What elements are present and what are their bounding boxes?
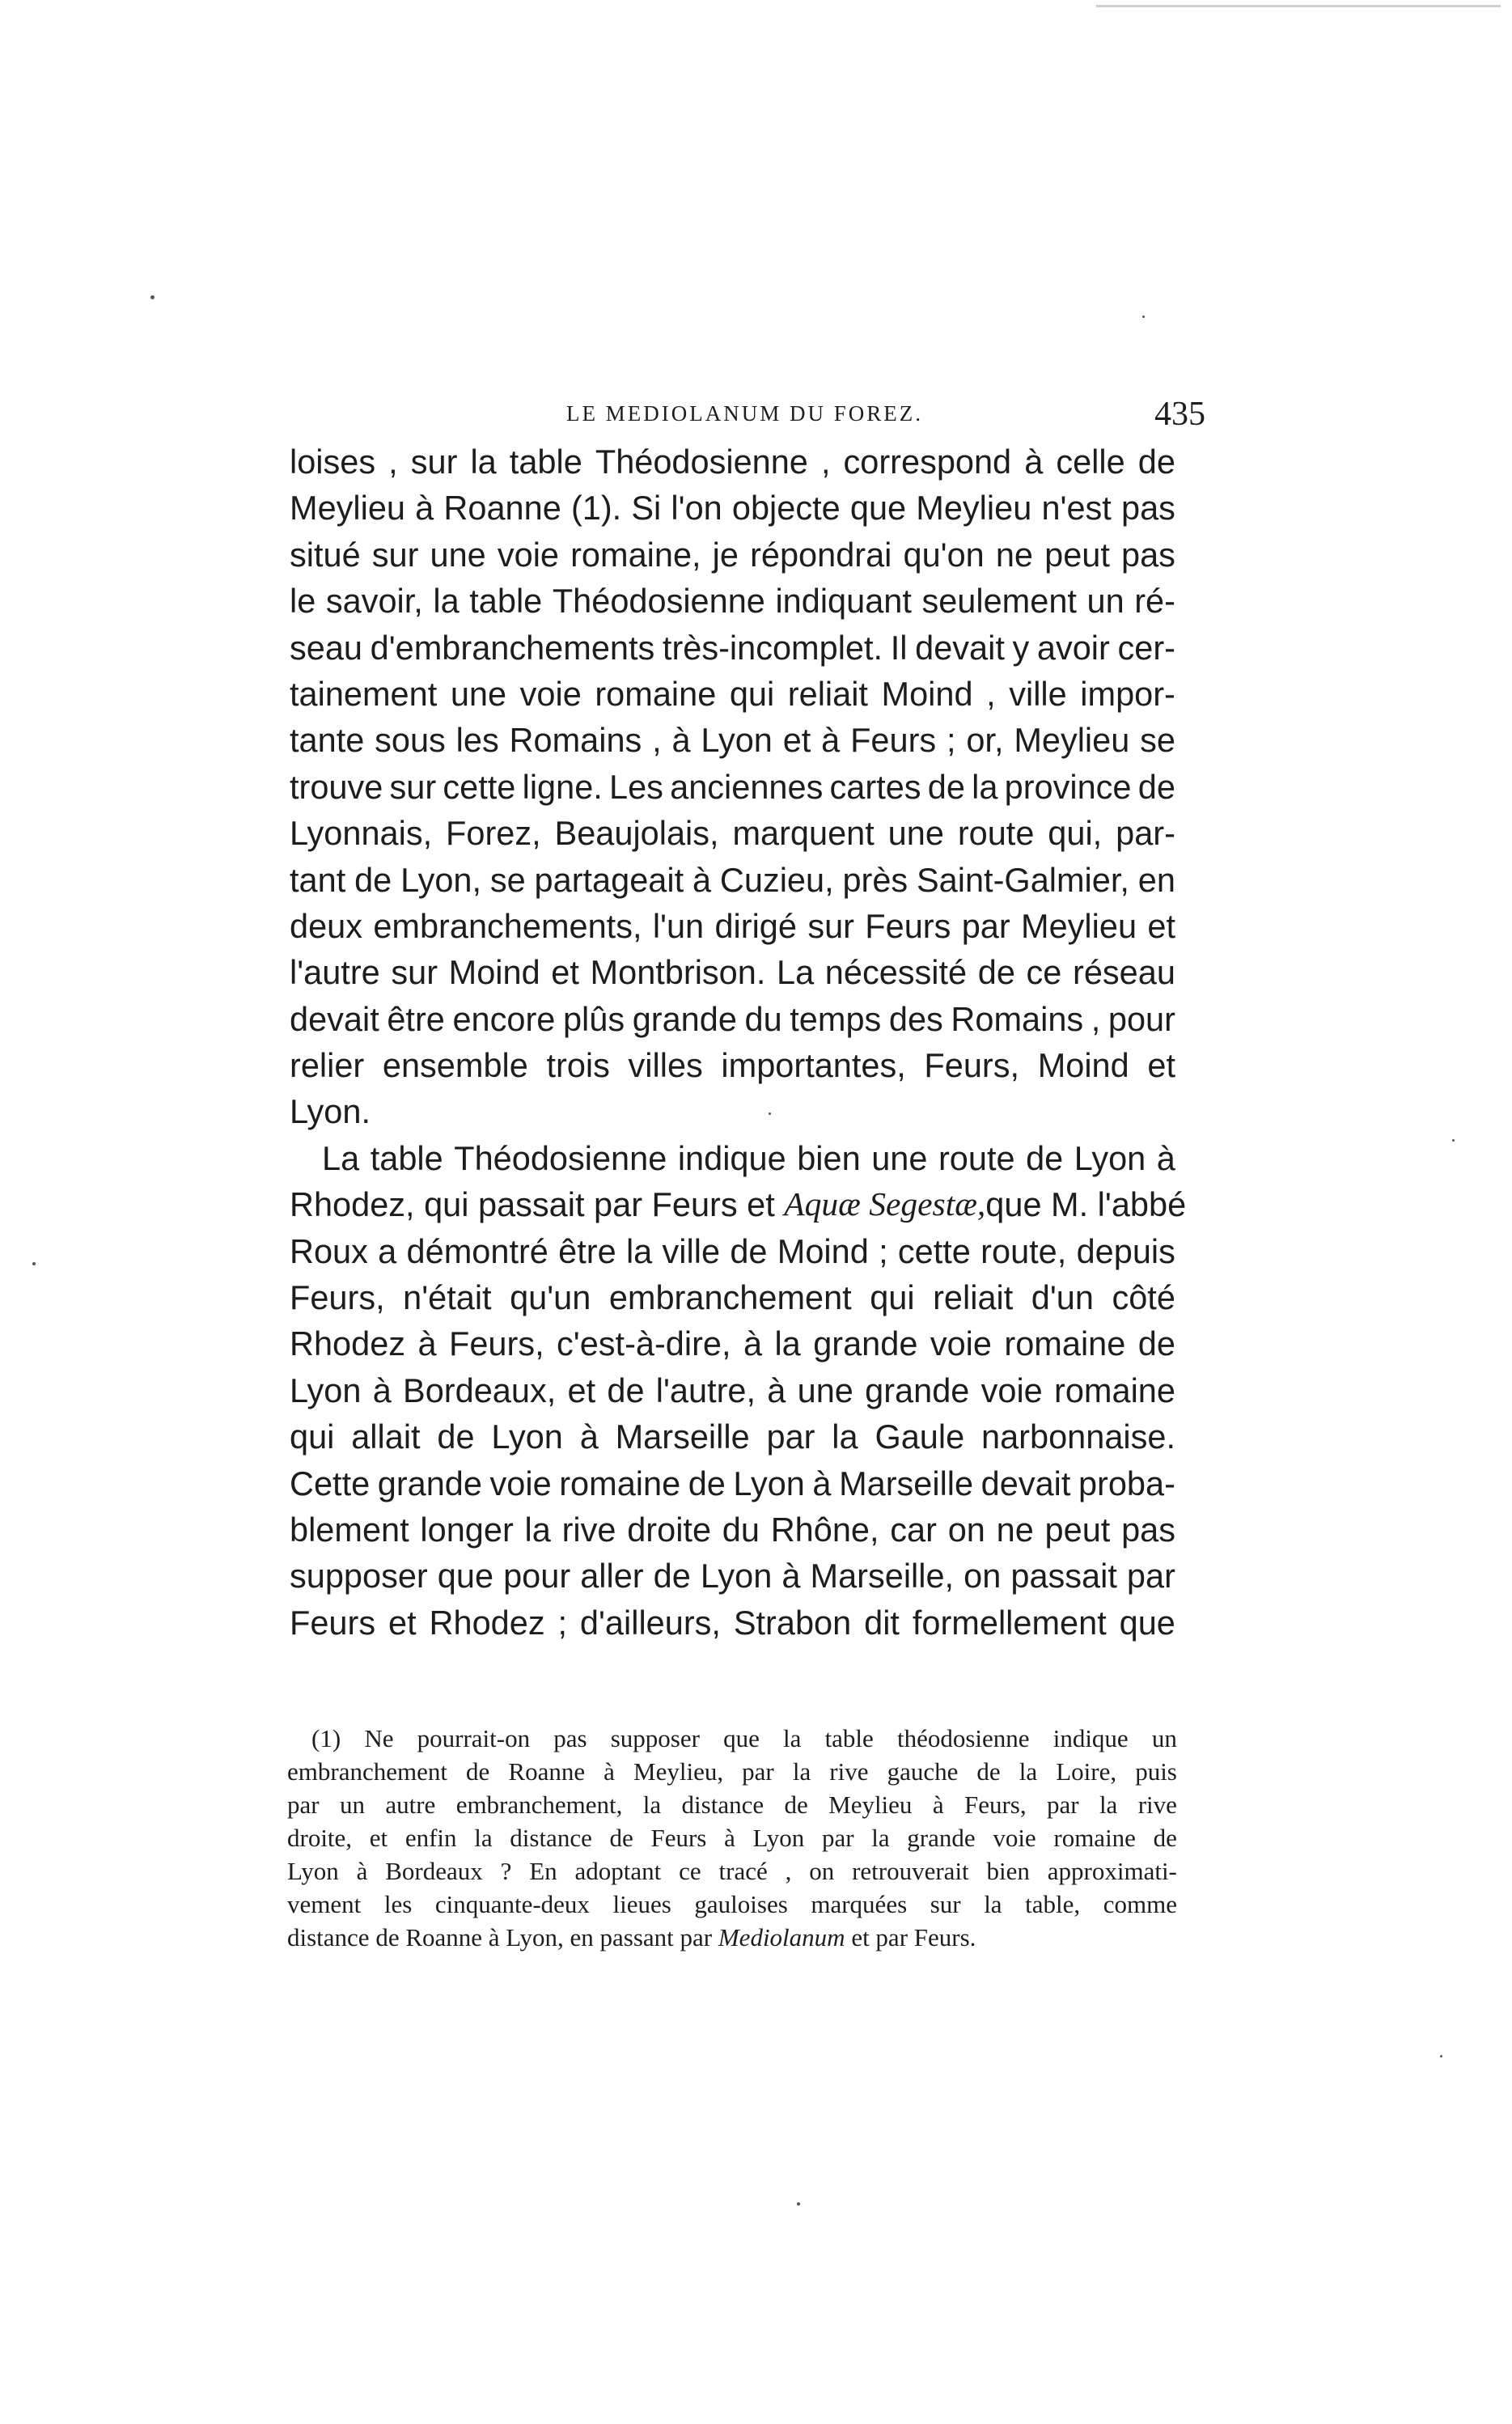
text-fragment: distance de Roanne à Lyon, en passant par	[287, 1923, 713, 1951]
text-line: tante sous les Romains , à Lyon et à Feurs ; or, Meylieu se	[290, 721, 1175, 760]
text-line: devait être encore plûs grande du temps des Romains , pour	[290, 999, 1175, 1038]
text-line: Cette grande voie romaine de Lyon à Marseille devait proba-	[290, 1464, 1175, 1502]
footnote-line: (1) Ne pourrait-on pas supposer que la table théodosienne indique un	[311, 1724, 1177, 1752]
scan-speck	[1452, 1139, 1455, 1142]
text-line: supposer que pour aller de Lyon à Marseille, on passait par	[290, 1557, 1175, 1596]
text-line: Rhodez à Feurs, c'est-à-dire, à la grande voie romaine de	[290, 1324, 1175, 1363]
footnote-last-line	[287, 1921, 1177, 1954]
text-fragment: Rhodez, qui passait par Feurs et	[290, 1185, 775, 1224]
paragraph-start-line: La table Théodosienne indique bien une route de Lyon à	[322, 1138, 1175, 1177]
text-line: seau d'embranchements très-incomplet. Il devait y avoir cer-	[290, 628, 1175, 667]
scan-speck	[797, 2202, 800, 2206]
page-number: 435	[1154, 396, 1205, 433]
text-line: tant de Lyon, se partageait à Cuzieu, près Saint-Galmier, en	[290, 860, 1175, 899]
scan-speck	[769, 1112, 771, 1115]
scan-speck	[32, 1262, 36, 1265]
latin-word: Mediolanum	[718, 1923, 845, 1951]
scan-speck	[1142, 316, 1145, 318]
footnote-line: par un autre embranchement, la distance de Meylieu à Feurs, par la rive	[287, 1790, 1177, 1819]
text-line: Lyonnais, Forez, Beaujolais, marquent une route qui, par-	[290, 814, 1175, 853]
text-line: Roux a démontré être la ville de Moind ; cette route, depuis	[290, 1231, 1175, 1270]
text-line: trouve sur cette ligne. Les anciennes cartes de la province de	[290, 767, 1175, 806]
text-line: Meylieu à Roanne (1). Si l'on objecte que Meylieu n'est pas	[290, 489, 1175, 528]
text-line: qui allait de Lyon à Marseille par la Gaule narbonnaise.	[290, 1418, 1175, 1456]
text-line: Feurs et Rhodez ; d'ailleurs, Strabon dit formellement que	[290, 1603, 1175, 1642]
footnote	[287, 1722, 1177, 1954]
body-text	[290, 439, 1187, 1646]
footnote-line: vement les cinquante-deux lieues gauloises marquées sur la table, comme	[287, 1890, 1177, 1918]
text-line: Feurs, n'était qu'un embranchement qui reliait d'un côté	[290, 1278, 1175, 1317]
running-title: LE MEDIOLANUM DU FOREZ.	[566, 401, 923, 426]
latin-phrase: Aquæ Segestæ,	[784, 1185, 986, 1223]
text-line-with-latin	[290, 1181, 1187, 1227]
text-line: deux embranchements, l'un dirigé sur Feurs par Meylieu et	[290, 906, 1175, 945]
text-line: situé sur une voie romaine, je répondrai qu'on ne peut pas	[290, 535, 1175, 574]
text-line: relier ensemble trois villes importantes, Feurs, Moind et	[290, 1046, 1175, 1085]
text-fragment: que M. l'abbé	[985, 1185, 1187, 1224]
footnote-line: droite, et enfin la distance de Feurs à Lyon par la grande voie romaine de	[287, 1824, 1177, 1852]
text-line: loises , sur la table Théodosienne , correspond à celle de	[290, 443, 1175, 481]
footnote-line: Lyon à Bordeaux ? En adoptant ce tracé , on retrouverait bien approximati-	[287, 1857, 1177, 1885]
scan-speck	[1440, 2055, 1442, 2057]
text-line: le savoir, la table Théodosienne indiquant seulement un ré-	[290, 582, 1175, 621]
text-fragment: et par Feurs.	[851, 1923, 976, 1951]
scan-speck	[150, 295, 155, 299]
text-line: tainement une voie romaine qui reliait Moind , ville impor-	[290, 674, 1175, 713]
text-line: blement longer la rive droite du Rhône, car on ne peut pas	[290, 1510, 1175, 1549]
text-line: l'autre sur Moind et Montbrison. La nécessité de ce réseau	[290, 953, 1175, 992]
text-line: Lyon à Bordeaux, et de l'autre, à une grande voie romaine	[290, 1371, 1175, 1409]
text-line: Lyon.	[290, 1092, 371, 1131]
footnote-line: embranchement de Roanne à Meylieu, par la rive gauche de la Loire, puis	[287, 1757, 1177, 1786]
page-header	[566, 395, 1205, 434]
scan-edge-line	[1096, 5, 1501, 7]
